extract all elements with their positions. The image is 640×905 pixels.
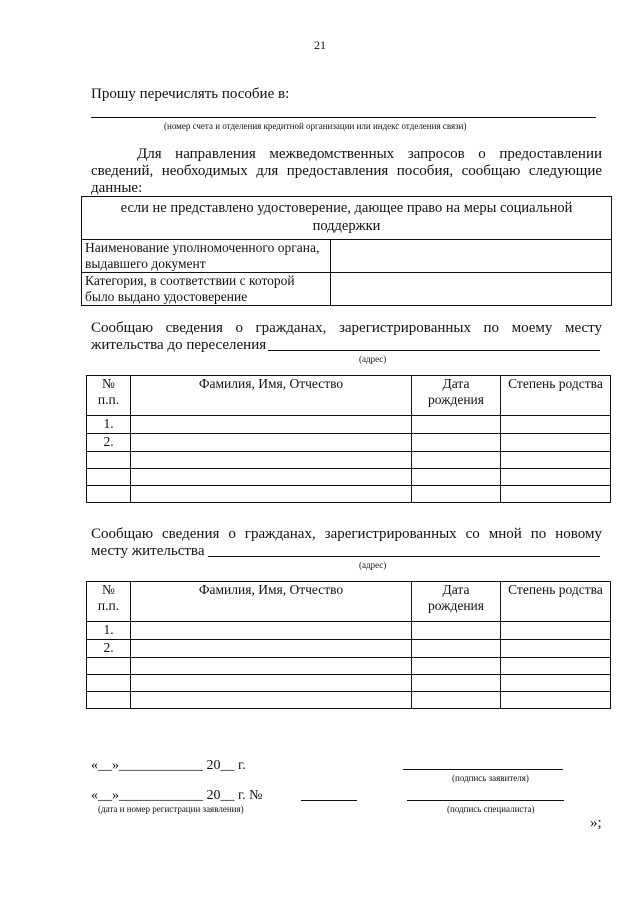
section2-line-1: Сообщаю сведения о гражданах, зарегистрированных со мной по новому <box>91 526 602 542</box>
account-caption: (номер счета и отделения кредитной организации или индекс отделения связи) <box>164 121 467 131</box>
row-number <box>87 658 131 675</box>
row-number: 1. <box>87 416 131 434</box>
table-row <box>87 469 611 486</box>
persons-table-new <box>86 581 611 709</box>
birthdate-cell[interactable] <box>412 675 501 692</box>
relation-cell[interactable] <box>501 692 611 709</box>
birthdate-cell[interactable] <box>412 469 501 486</box>
table-row <box>87 622 611 640</box>
registration-caption: (дата и номер регистрации заявления) <box>98 804 244 814</box>
name-cell[interactable] <box>131 622 412 640</box>
applicant-signature-line[interactable] <box>403 769 563 770</box>
row-number <box>87 675 131 692</box>
specialist-signature-line[interactable] <box>407 800 564 801</box>
date-applicant: «__»____________ 20__ г. <box>91 758 246 773</box>
closing-quote: »; <box>590 815 602 831</box>
relation-cell[interactable] <box>501 469 611 486</box>
birthdate-cell[interactable] <box>412 434 501 452</box>
table-row <box>87 452 611 469</box>
new-address-caption: (адрес) <box>359 560 387 570</box>
name-cell[interactable] <box>131 434 412 452</box>
col-relation-header: Степень родства <box>501 376 611 416</box>
relation-cell[interactable] <box>501 640 611 658</box>
table-row <box>87 434 611 452</box>
birthdate-cell[interactable] <box>412 416 501 434</box>
name-cell[interactable] <box>131 692 412 709</box>
name-cell[interactable] <box>131 469 412 486</box>
intro-line-1: Для направления межведомственных запросов о предоставлении <box>137 146 602 162</box>
category-value[interactable] <box>331 273 612 306</box>
relation-cell[interactable] <box>501 658 611 675</box>
transfer-label: Прошу перечислять пособие в: <box>91 86 290 102</box>
authority-value[interactable] <box>331 240 612 273</box>
name-cell[interactable] <box>131 640 412 658</box>
table-row <box>87 675 611 692</box>
row-number: 1. <box>87 622 131 640</box>
name-cell[interactable] <box>131 452 412 469</box>
birthdate-cell[interactable] <box>412 658 501 675</box>
applicant-signature-caption: (подпись заявителя) <box>452 773 529 783</box>
page-number: 21 <box>314 38 326 52</box>
certificate-table-header: если не представлено удостоверение, дающее право на меры социальной поддержки <box>82 197 612 240</box>
section2-line-2: месту жительства <box>91 543 205 559</box>
relation-cell[interactable] <box>501 622 611 640</box>
registration-number-line[interactable] <box>301 800 357 801</box>
intro-line-2: сведений, необходимых для предоставления пособия, сообщаю следующие <box>91 163 602 179</box>
col-number-header: № п.п. <box>87 376 131 416</box>
date-registration: «__»____________ 20__ г. № <box>91 788 263 803</box>
table-row <box>87 658 611 675</box>
row-number: 2. <box>87 434 131 452</box>
name-cell[interactable] <box>131 486 412 503</box>
birthdate-cell[interactable] <box>412 692 501 709</box>
relation-cell[interactable] <box>501 675 611 692</box>
row-number <box>87 469 131 486</box>
name-cell[interactable] <box>131 675 412 692</box>
authority-label: Наименование уполномоченного органа, выдавшего документ <box>82 240 331 273</box>
row-number: 2. <box>87 640 131 658</box>
birthdate-cell[interactable] <box>412 640 501 658</box>
row-number <box>87 486 131 503</box>
account-line[interactable] <box>91 117 596 118</box>
col-number-header: № п.п. <box>87 582 131 622</box>
old-address-line[interactable] <box>268 350 600 351</box>
section1-line-1: Сообщаю сведения о гражданах, зарегистрированных по моему месту <box>91 320 602 336</box>
relation-cell[interactable] <box>501 452 611 469</box>
table-row <box>87 416 611 434</box>
relation-cell[interactable] <box>501 434 611 452</box>
col-name-header: Фамилия, Имя, Отчество <box>131 582 412 622</box>
col-birthdate-header: Дата рождения <box>412 376 501 416</box>
name-cell[interactable] <box>131 416 412 434</box>
birthdate-cell[interactable] <box>412 486 501 503</box>
row-number <box>87 692 131 709</box>
col-birthdate-header: Дата рождения <box>412 582 501 622</box>
table-row <box>87 486 611 503</box>
name-cell[interactable] <box>131 658 412 675</box>
birthdate-cell[interactable] <box>412 452 501 469</box>
new-address-line[interactable] <box>208 556 600 557</box>
col-relation-header: Степень родства <box>501 582 611 622</box>
relation-cell[interactable] <box>501 486 611 503</box>
relation-cell[interactable] <box>501 416 611 434</box>
col-name-header: Фамилия, Имя, Отчество <box>131 376 412 416</box>
certificate-table <box>81 196 612 306</box>
category-label: Категория, в соответствии с которой было выдано удостоверение <box>82 273 331 306</box>
persons-table-old <box>86 375 611 503</box>
table-row <box>87 692 611 709</box>
row-number <box>87 452 131 469</box>
specialist-signature-caption: (подпись специалиста) <box>447 804 535 814</box>
table-row <box>87 640 611 658</box>
birthdate-cell[interactable] <box>412 622 501 640</box>
section1-line-2: жительства до переселения <box>91 337 267 353</box>
intro-line-3: данные: <box>91 180 143 196</box>
old-address-caption: (адрес) <box>359 354 387 364</box>
